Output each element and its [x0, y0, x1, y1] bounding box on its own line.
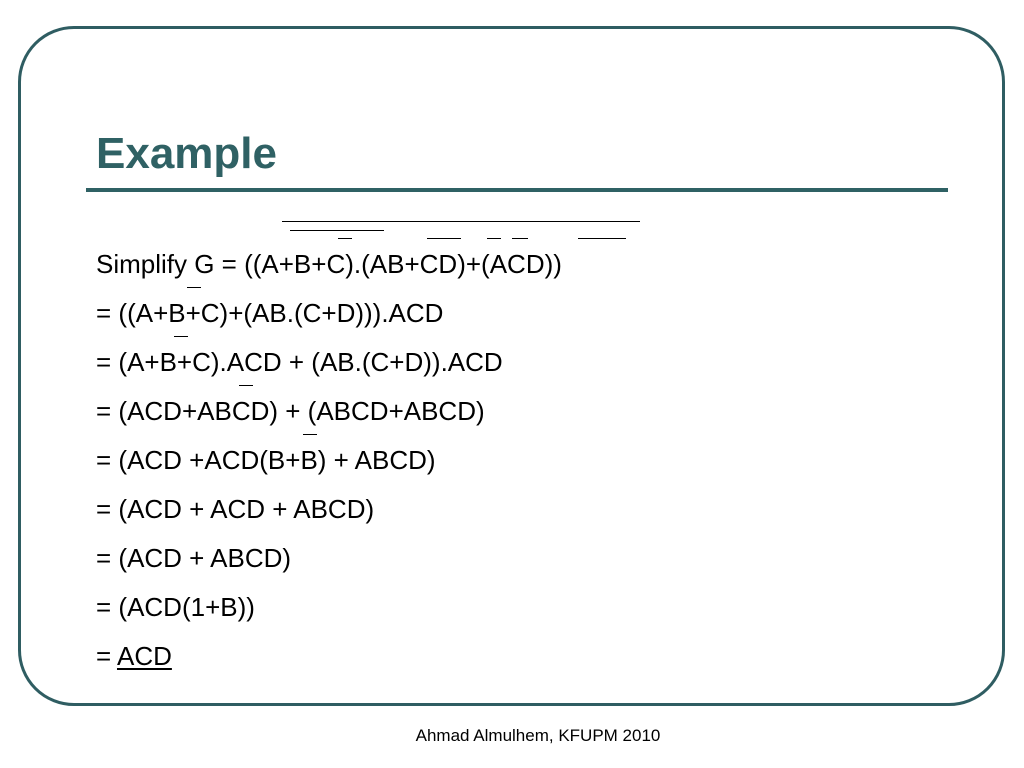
slide-footer: Ahmad Almulhem, KFUPM 2010 [415, 726, 661, 745]
overbar [239, 385, 253, 386]
line-text: Simplify G = ((A+B+C).(AB+CD)+(ACD)) [96, 249, 562, 279]
derivation-body [96, 240, 916, 681]
line-text: = ((A+B+C)+(AB.(C+D))).ACD [96, 298, 444, 328]
line-text: = (A+B+C).ACD + (AB.(C+D)).ACD [96, 347, 503, 377]
derivation-line-2 [96, 289, 916, 338]
derivation-line-3 [96, 338, 916, 387]
overbar [512, 238, 528, 239]
overbar [187, 287, 201, 288]
overbar [427, 238, 461, 239]
derivation-line-8 [96, 583, 916, 632]
overbar [338, 238, 352, 239]
slide-title: Example [96, 129, 277, 178]
derivation-line-final [96, 632, 916, 681]
line-text: = (ACD(1+B)) [96, 592, 255, 622]
derivation-line-1 [96, 240, 916, 289]
line-text: = (ACD +ACD(B+B) + ABCD) [96, 445, 436, 475]
final-answer: ACD [116, 641, 172, 671]
overbar [282, 221, 640, 222]
line-text: = (ACD+ABCD) + (ABCD+ABCD) [96, 396, 485, 426]
overbar [578, 238, 626, 239]
line-text: = (ACD + ABCD) [96, 543, 292, 573]
overbar [303, 434, 317, 435]
title-divider [86, 188, 948, 192]
derivation-line-6 [96, 485, 916, 534]
line-text: = (ACD + ACD + ABCD) [96, 494, 375, 524]
derivation-line-4 [96, 387, 916, 436]
derivation-line-5 [96, 436, 916, 485]
derivation-line-7 [96, 534, 916, 583]
overbar [487, 238, 501, 239]
overbar [290, 230, 384, 231]
overbar [174, 336, 188, 337]
final-prefix: = [96, 641, 117, 671]
